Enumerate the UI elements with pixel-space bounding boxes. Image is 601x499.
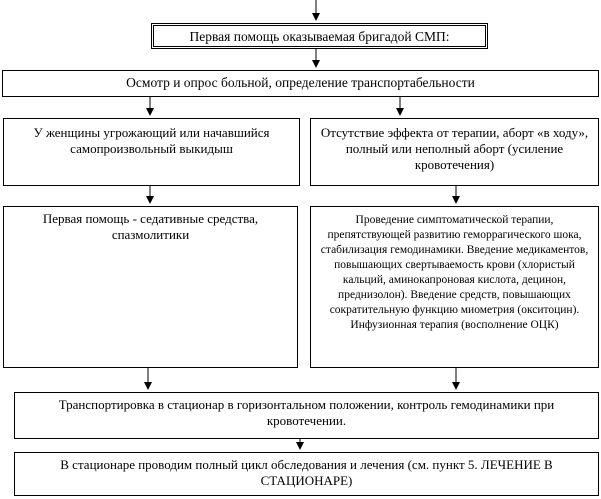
hospital-box: [14, 452, 599, 496]
transport-box: [14, 392, 599, 439]
first-aid-smp-text: Первая помощь оказываемая бригадой СМП:: [189, 29, 450, 44]
sedatives-text: Первая помощь - седативные средства, спазмолитики: [42, 211, 259, 242]
threatened-miscarriage-text: У женщины угрожающий или начавшийся самопроизвольный выкидыш: [33, 125, 270, 156]
exam-text: Осмотр и опрос больной, определение транспортабельности: [126, 75, 475, 90]
symptomatic-therapy-text: Проведение симптоматической терапии, препятствующей развитию геморрагического шока, стабилизация гемодинамики. Введение медикаментов, повышающих свертываемость крови (хлористый кальций, аминокапроновая кислота, децинон, преднизолон). Введение средств, повышающих сократительную функцию миометрия (окситоцин). Инфузионная терапия (восполнение ОЦК): [320, 214, 589, 331]
sedatives-box: [3, 206, 298, 368]
threatened-miscarriage-box: [3, 118, 300, 186]
first-aid-smp-box: [151, 23, 488, 49]
exam-box: [2, 70, 599, 97]
hospital-text: В стационаре проводим полный цикл обследования и лечения (см. пункт 5. ЛЕЧЕНИЕ В СТАЦИОНАРЕ): [60, 457, 553, 488]
no-effect-text: Отсутствие эффекта от терапии, аборт «в ходу», полный или неполный аборт (усиление кровотечения): [320, 125, 589, 172]
transport-text: Транспортировка в стационар в горизонтальном положении, контроль гемодинамики при кровотечении.: [58, 397, 555, 428]
no-effect-box: [310, 118, 599, 186]
symptomatic-therapy-box: [310, 206, 599, 368]
